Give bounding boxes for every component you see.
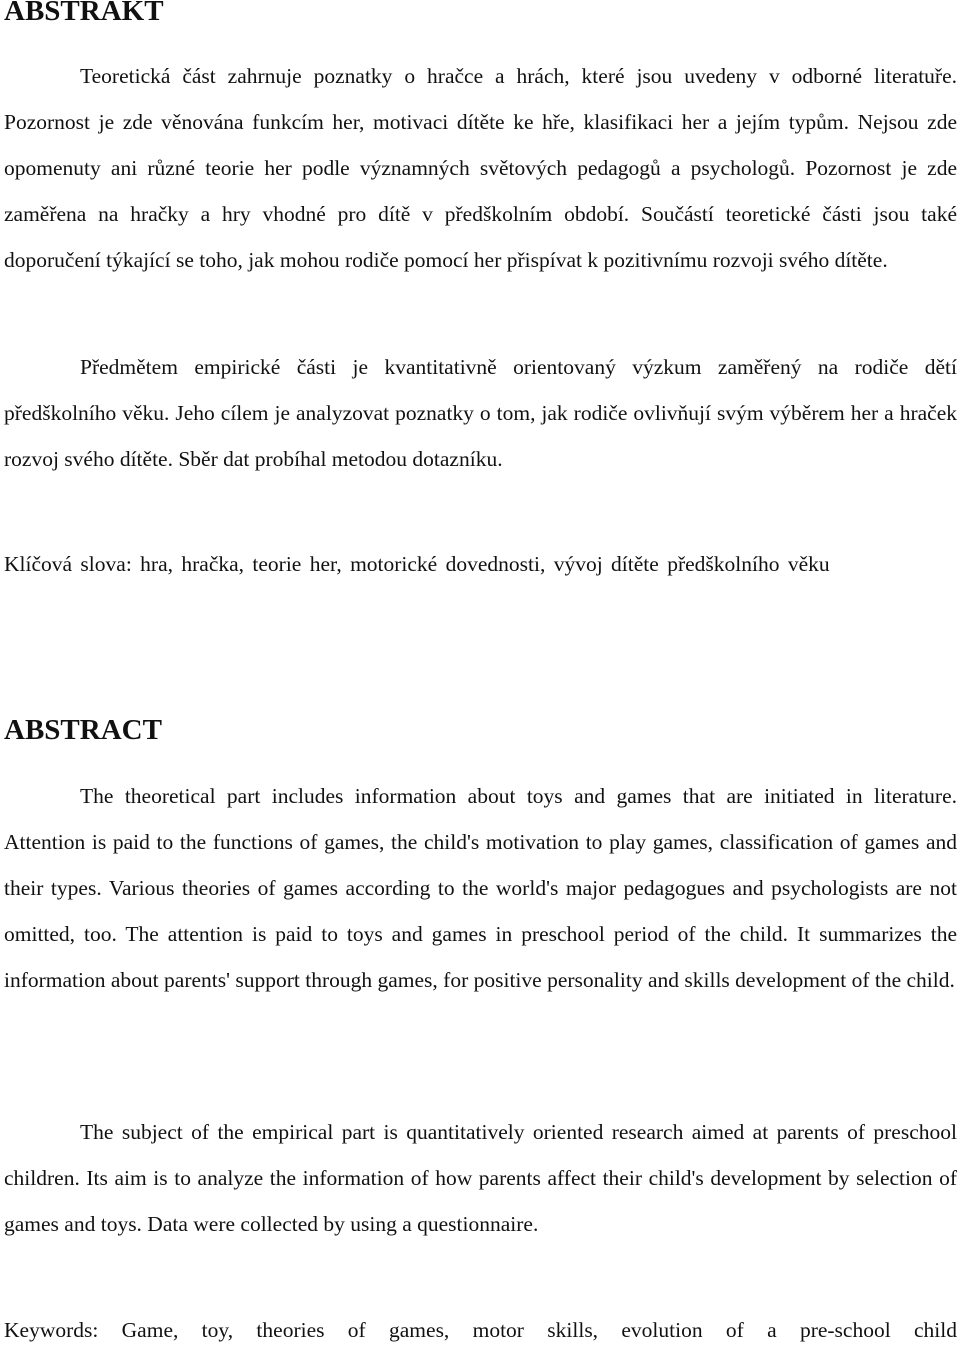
abstract-paragraph-1-block xyxy=(4,773,957,1003)
abstract-heading: ABSTRACT xyxy=(4,714,162,746)
abstrakt-paragraph-2: Předmětem empirické části je kvantitativně orientovaný výzkum zaměřený na rodiče dětí předškolního věku. Jeho cílem je analyzovat poznatky o tom, jak rodiče ovlivňují svým výběrem her a hraček rozvoj svého dítěte. Sběr dat probíhal metodou dotazníku. xyxy=(4,355,957,471)
abstrakt-keywords-block xyxy=(4,541,957,587)
abstract-paragraph-2: The subject of the empirical part is quantitatively oriented research aimed at parents of preschool children. Its aim is to analyze the information of how parents affect their child's development by selection of games and toys. Data were collected by using a questionnaire. xyxy=(4,1120,957,1236)
abstrakt-paragraph-1: Teoretická část zahrnuje poznatky o hračce a hrách, které jsou uvedeny v odborné literatuře. Pozornost je zde věnována funkcím her, motivaci dítěte ke hře, klasifikaci her a jejím typům. Nejsou zde opomenuty ani různé teorie her podle významných světových pedagogů a psychologů. Pozornost je zde zaměřena na hračky a hry vhodné pro dítě v předškolním období. Součástí teoretické části jsou také doporučení týkající se toho, jak mohou rodiče pomocí her přispívat k pozitivnímu rozvoji svého dítěte. xyxy=(4,64,957,272)
abstrakt-heading: ABSTRAKT xyxy=(4,0,164,27)
abstract-paragraph-1: The theoretical part includes information about toys and games that are initiated in literature. Attention is paid to the functions of games, the child's motivation to play games, classification of games and their types. Various theories of games according to the world's major pedagogues and psychologists are not omitted, too. The attention is paid to toys and games in preschool period of the child. It summarizes the information about parents' support through games, for positive personality and skills development of the child. xyxy=(4,784,957,992)
abstract-paragraph-2-block xyxy=(4,1109,957,1247)
abstrakt-paragraph-2-block xyxy=(4,344,957,482)
abstract-keywords-block xyxy=(4,1307,957,1353)
abstract-keywords: Keywords: Game, toy, theories of games, motor skills, evolution of a pre-school child xyxy=(4,1318,957,1342)
abstrakt-paragraph-1-block xyxy=(4,53,957,283)
abstrakt-keywords: Klíčová slova: hra, hračka, teorie her, motorické dovednosti, vývoj dítěte předškolního věku xyxy=(4,552,830,576)
